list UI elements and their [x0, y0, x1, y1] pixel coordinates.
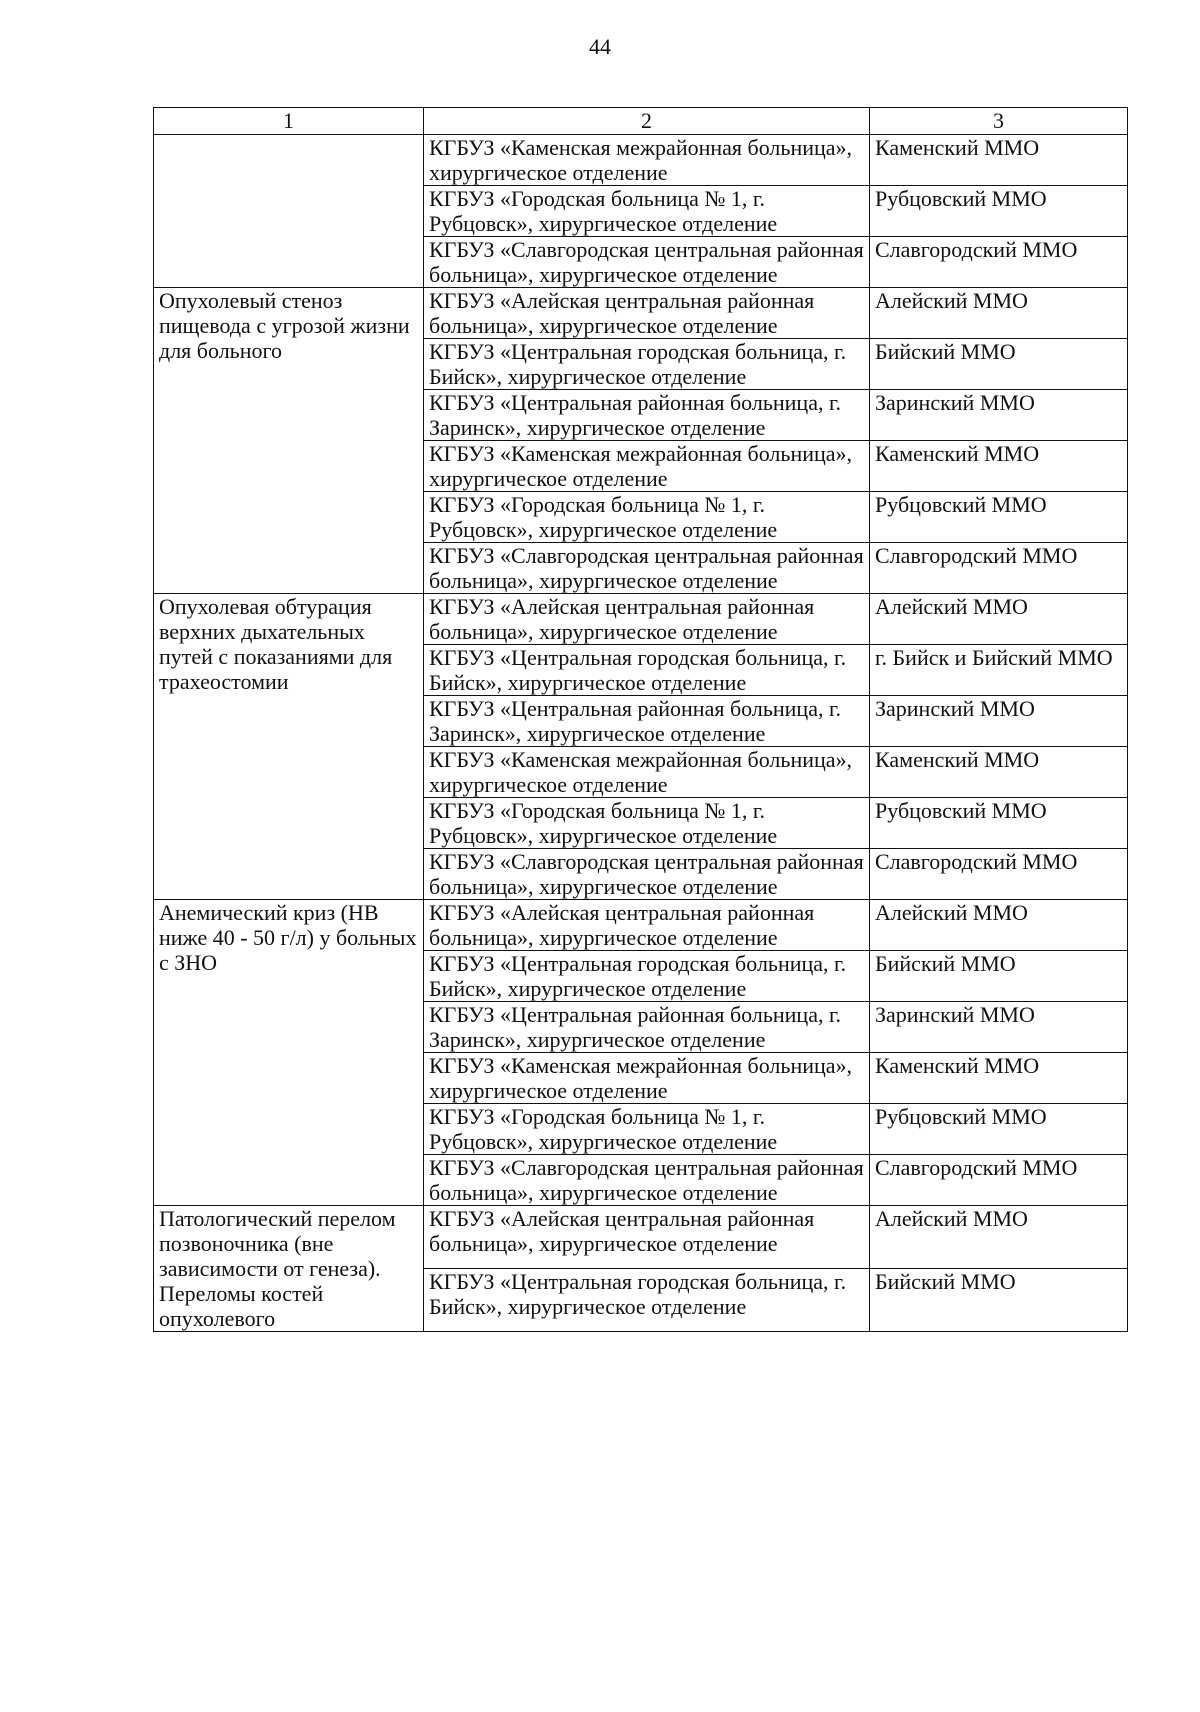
region-cell: Рубцовский ММО [870, 1104, 1128, 1155]
region-cell: Алейский ММО [870, 594, 1128, 645]
hospital-cell: КГБУЗ «Центральная городская больница, г. Бийск», хирургическое отделение [424, 1269, 870, 1332]
header-row [154, 108, 1128, 135]
table-row [154, 1206, 1128, 1269]
region-cell: Рубцовский ММО [870, 798, 1128, 849]
hospital-cell: КГБУЗ «Центральная районная больница, г. Заринск», хирургическое отделение [424, 696, 870, 747]
hospital-routing-table [153, 107, 1128, 1332]
column-header-1: 1 [154, 108, 424, 135]
hospital-cell: КГБУЗ «Центральная городская больница, г. Бийск», хирургическое отделение [424, 339, 870, 390]
region-cell: Заринский ММО [870, 696, 1128, 747]
region-cell: Алейский ММО [870, 1206, 1128, 1269]
table-body [154, 135, 1128, 1332]
region-cell: Каменский ММО [870, 135, 1128, 186]
table-row [154, 900, 1128, 951]
region-cell: Славгородский ММО [870, 543, 1128, 594]
hospital-cell: КГБУЗ «Центральная городская больница, г. Бийск», хирургическое отделение [424, 951, 870, 1002]
hospital-cell: КГБУЗ «Городская больница № 1, г. Рубцовск», хирургическое отделение [424, 798, 870, 849]
column-header-2: 2 [424, 108, 870, 135]
table-row [154, 135, 1128, 186]
condition-cell: Патологический перелом позвоночника (вне зависимости от генеза). Переломы костей опухолевого [154, 1206, 424, 1332]
page-number: 44 [589, 34, 611, 59]
hospital-cell: КГБУЗ «Славгородская центральная районная больница», хирургическое отделение [424, 849, 870, 900]
region-cell: Бийский ММО [870, 951, 1128, 1002]
region-cell: Каменский ММО [870, 747, 1128, 798]
hospital-cell: КГБУЗ «Центральная районная больница, г. Заринск», хирургическое отделение [424, 390, 870, 441]
hospital-cell: КГБУЗ «Городская больница № 1, г. Рубцовск», хирургическое отделение [424, 186, 870, 237]
region-cell: Бийский ММО [870, 1269, 1128, 1332]
condition-cell [154, 135, 424, 288]
region-cell: Славгородский ММО [870, 237, 1128, 288]
region-cell: Славгородский ММО [870, 849, 1128, 900]
hospital-cell: КГБУЗ «Каменская межрайонная больница», хирургическое отделение [424, 135, 870, 186]
hospital-cell: КГБУЗ «Алейская центральная районная больница», хирургическое отделение [424, 594, 870, 645]
hospital-cell: КГБУЗ «Каменская межрайонная больница», хирургическое отделение [424, 747, 870, 798]
hospital-cell: КГБУЗ «Каменская межрайонная больница», хирургическое отделение [424, 441, 870, 492]
hospital-cell: КГБУЗ «Славгородская центральная районная больница», хирургическое отделение [424, 1155, 870, 1206]
table-header [154, 108, 1128, 135]
hospital-cell: КГБУЗ «Центральная городская больница, г. Бийск», хирургическое отделение [424, 645, 870, 696]
region-cell: Заринский ММО [870, 390, 1128, 441]
hospital-cell: КГБУЗ «Алейская центральная районная больница», хирургическое отделение [424, 1206, 870, 1269]
region-cell: Славгородский ММО [870, 1155, 1128, 1206]
table-row [154, 288, 1128, 339]
hospital-cell: КГБУЗ «Каменская межрайонная больница», хирургическое отделение [424, 1053, 870, 1104]
condition-cell: Опухолевая обтурация верхних дыхательных путей с показаниями для трахеостомии [154, 594, 424, 900]
hospital-cell: КГБУЗ «Алейская центральная районная больница», хирургическое отделение [424, 288, 870, 339]
condition-cell: Анемический криз (НВ ниже 40 - 50 г/л) у больных с ЗНО [154, 900, 424, 1206]
region-cell: Алейский ММО [870, 288, 1128, 339]
condition-cell: Опухолевый стеноз пищевода с угрозой жизни для больного [154, 288, 424, 594]
hospital-cell: КГБУЗ «Центральная районная больница, г. Заринск», хирургическое отделение [424, 1002, 870, 1053]
hospital-cell: КГБУЗ «Городская больница № 1, г. Рубцовск», хирургическое отделение [424, 492, 870, 543]
region-cell: Алейский ММО [870, 900, 1128, 951]
table-row [154, 594, 1128, 645]
hospital-cell: КГБУЗ «Алейская центральная районная больница», хирургическое отделение [424, 900, 870, 951]
column-header-3: 3 [870, 108, 1128, 135]
hospital-cell: КГБУЗ «Славгородская центральная районная больница», хирургическое отделение [424, 237, 870, 288]
region-cell: Бийский ММО [870, 339, 1128, 390]
region-cell: Каменский ММО [870, 441, 1128, 492]
region-cell: Каменский ММО [870, 1053, 1128, 1104]
region-cell: г. Бийск и Бийский ММО [870, 645, 1128, 696]
region-cell: Рубцовский ММО [870, 492, 1128, 543]
hospital-cell: КГБУЗ «Городская больница № 1, г. Рубцовск», хирургическое отделение [424, 1104, 870, 1155]
region-cell: Рубцовский ММО [870, 186, 1128, 237]
region-cell: Заринский ММО [870, 1002, 1128, 1053]
hospital-cell: КГБУЗ «Славгородская центральная районная больница», хирургическое отделение [424, 543, 870, 594]
